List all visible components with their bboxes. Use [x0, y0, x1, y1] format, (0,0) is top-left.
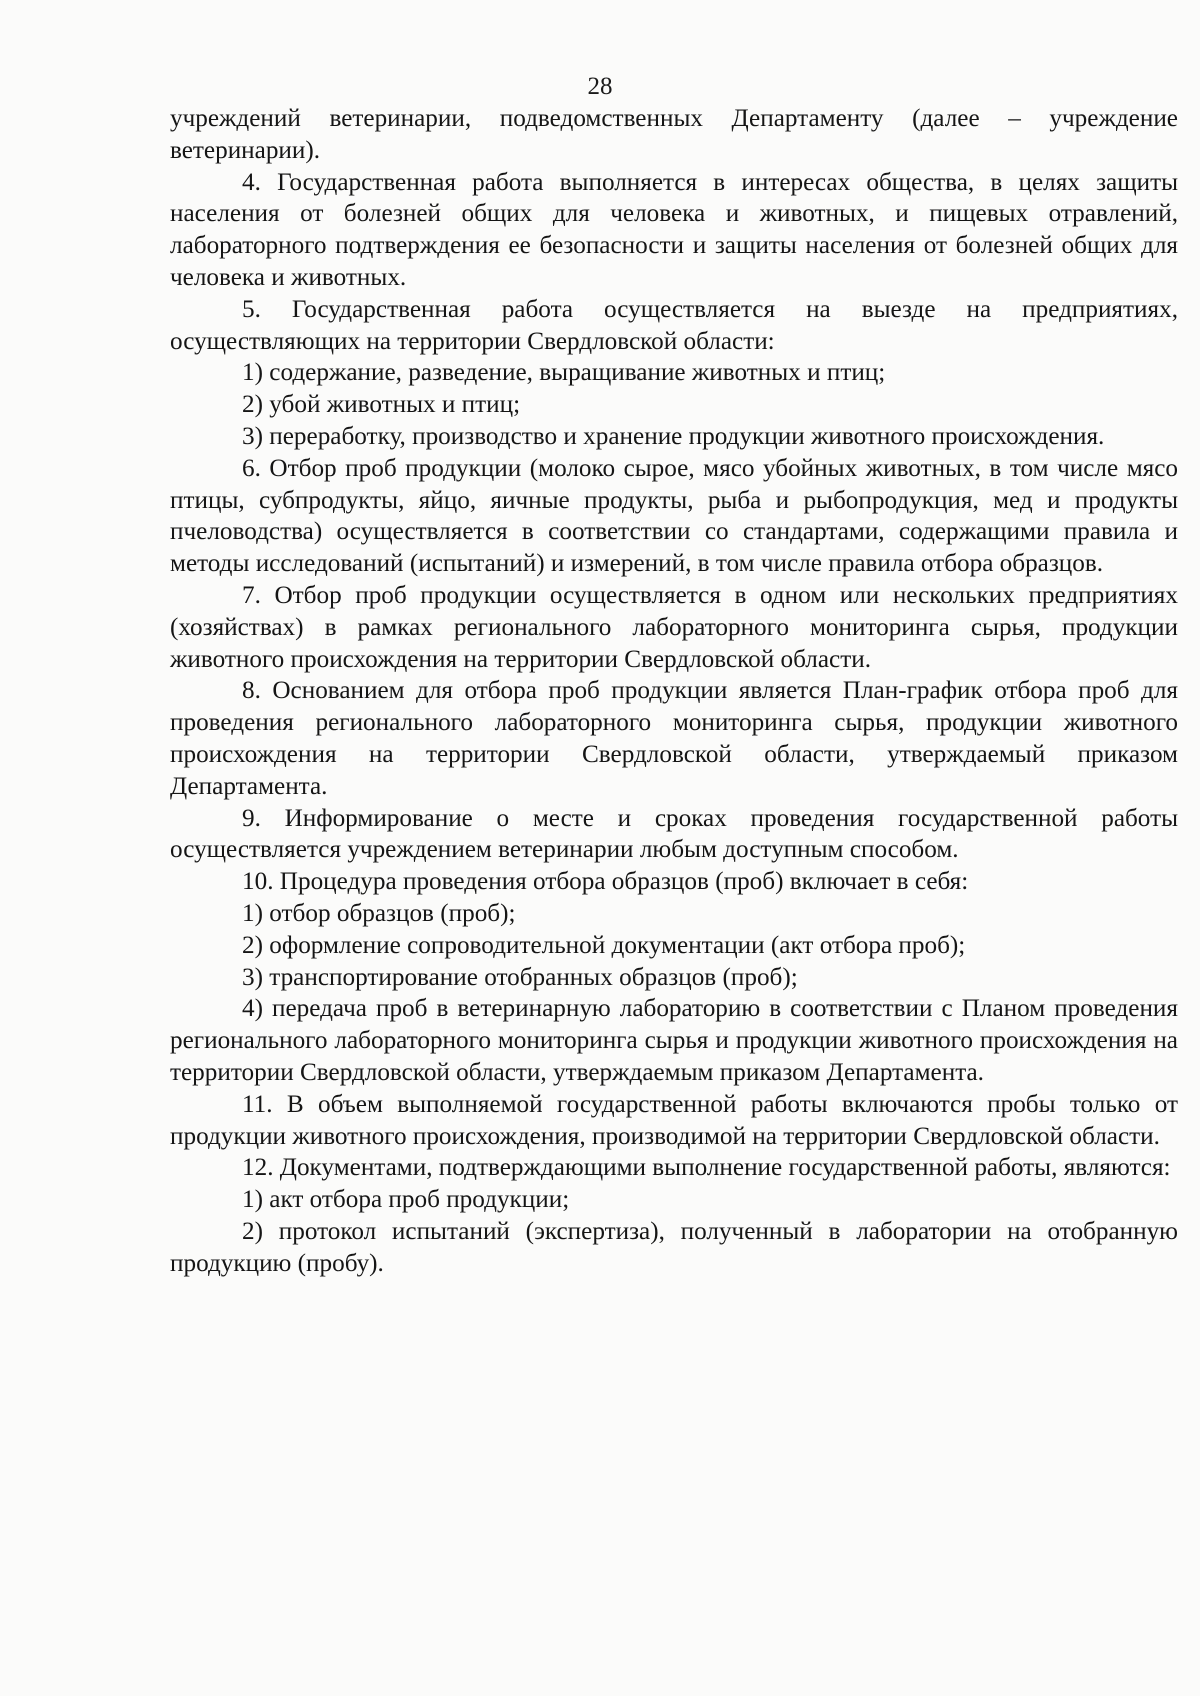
paragraph-continuation: учреждений ветеринарии, подведомственных Департаменту (далее – учреждение ветеринарии).: [170, 105, 1178, 164]
paragraph-6: 6. Отбор проб продукции (молоко сырое, мясо убойных животных, в том числе мясо птицы, субпродукты, яйцо, яичные продукты, рыба и рыбопродукция, мед и продукты пчеловодства) осуществляется в соответствии со стандартами, содержащими правила и методы исследований (испытаний) и измерений, в том числе правила отбора образцов.: [170, 454, 1178, 578]
paragraph-10-item-4: 4) передача проб в ветеринарную лабораторию в соответствии с Планом проведения регионального лабораторного мониторинга сырья и продукции животного происхождения на территории Свердловской области, утверждаемым приказом Департамента.: [170, 995, 1178, 1086]
paragraph-10-item-3: 3) транспортирование отобранных образцов (проб);: [242, 963, 798, 991]
paragraph-7: 7. Отбор проб продукции осуществляется в одном или нескольких предприятиях (хозяйствах) в рамках регионального лабораторного мониторинга сырья, продукции животного происхождения на территории Свердловской области.: [170, 581, 1178, 673]
paragraph-5-item-2: 2) убой животных и птиц;: [242, 391, 521, 419]
document-body: [170, 103, 1178, 1279]
paragraph-8: 8. Основанием для отбора проб продукции является План-график отбора проб для проведения регионального лабораторного мониторинга сырья, продукции животного происхождения на территории Свердловской области, утверждаемый приказом Департамента.: [170, 677, 1178, 800]
paragraph-10: 10. Процедура проведения отбора образцов (проб) включает в себя:: [242, 868, 969, 896]
page-number: 28: [587, 73, 613, 100]
paragraph-12: 12. Документами, подтверждающими выполнение государственной работы, являются:: [242, 1154, 1171, 1182]
paragraph-5-item-3: 3) переработку, производство и хранение продукции животного происхождения.: [242, 422, 1105, 450]
paragraph-10-item-2: 2) оформление сопроводительной документации (акт отбора проб);: [242, 931, 966, 959]
paragraph-9: 9. Информирование о месте и сроках проведения государственной работы осуществляется учреждением ветеринарии любым доступным способом.: [170, 804, 1178, 864]
paragraph-5-item-1: 1) содержание, разведение, выращивание животных и птиц;: [242, 359, 886, 387]
paragraph-12-item-2: 2) протокол испытаний (экспертиза), полученный в лаборатории на отобранную продукцию (пробу).: [170, 1217, 1178, 1277]
paragraph-10-item-1: 1) отбор образцов (проб);: [242, 899, 516, 927]
paragraph-11: 11. В объем выполняемой государственной работы включаются пробы только от продукции животного происхождения, производимой на территории Свердловской области.: [170, 1090, 1178, 1150]
paragraph-5: 5. Государственная работа осуществляется на выезде на предприятиях, осуществляющих на территории Свердловской области:: [170, 295, 1178, 355]
paragraph-4: 4. Государственная работа выполняется в интересах общества, в целях защиты населения от болезней общих для человека и животных, и пищевых отравлений, лабораторного подтверждения ее безопасности и защиты населения от болезней общих для человека и животных.: [170, 168, 1178, 291]
paragraph-12-item-1: 1) акт отбора проб продукции;: [242, 1186, 570, 1214]
